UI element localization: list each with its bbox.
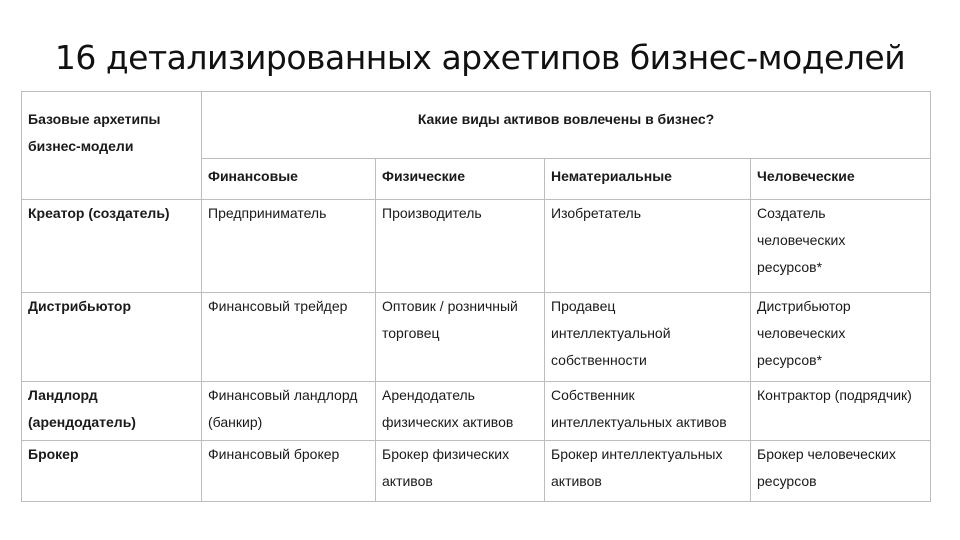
- table-cell: [202, 382, 376, 441]
- cell-line: Контрактор (подрядчик): [757, 387, 912, 403]
- cell-line: Собственник: [551, 387, 635, 403]
- cell-line: (банкир): [208, 414, 263, 430]
- table-cell: [545, 293, 751, 382]
- cell-line: интеллектуальной: [551, 325, 671, 341]
- archetype-line: Дистрибьютор: [28, 298, 132, 314]
- row-archetype: [22, 382, 202, 441]
- archetype-line: (арендодатель): [28, 414, 136, 430]
- archetype-line: Брокер: [28, 446, 79, 462]
- header-base-line: Базовые архетипы: [28, 111, 161, 127]
- cell-line: Создатель: [757, 205, 826, 221]
- table-cell: [376, 441, 545, 502]
- table-cell: [545, 200, 751, 293]
- cell-line: Финансовый трейдер: [208, 298, 348, 314]
- table-cell: [202, 441, 376, 502]
- cell-line: Брокер человеческих: [757, 446, 896, 462]
- cell-line: человеческих: [757, 232, 846, 248]
- table-cell: [376, 200, 545, 293]
- archetype-line: Ландлорд: [28, 387, 98, 403]
- cell-line: Финансовый ландлорд: [208, 387, 358, 403]
- table-cell: [751, 382, 931, 441]
- cell-line: торговец: [382, 325, 440, 341]
- table-row: [22, 293, 931, 382]
- table-cell: [545, 441, 751, 502]
- row-archetype: [22, 200, 202, 293]
- header-row: [22, 92, 931, 159]
- cell-line: Предприниматель: [208, 205, 327, 221]
- cell-line: Финансовый брокер: [208, 446, 340, 462]
- cell-line: Дистрибьютор: [757, 298, 851, 314]
- header-base-line: бизнес-модели: [28, 138, 134, 154]
- table-cell: [751, 200, 931, 293]
- cell-line: человеческих: [757, 325, 846, 341]
- column-header-physical: Физические: [376, 159, 545, 200]
- cell-line: ресурсов*: [757, 259, 823, 275]
- cell-line: ресурсов: [757, 473, 817, 489]
- cell-line: Арендодатель: [382, 387, 475, 403]
- table-cell: [751, 293, 931, 382]
- page-title: 16 детализированных архетипов бизнес-моделей: [54, 38, 906, 77]
- column-header-intangible: Нематериальные: [545, 159, 751, 200]
- cell-line: Производитель: [382, 205, 482, 221]
- archetype-line: Креатор (создатель): [28, 205, 170, 221]
- cell-line: Изобретатель: [551, 205, 642, 221]
- header-question: Какие виды активов вовлечены в бизнес?: [202, 92, 931, 159]
- archetypes-table: [21, 91, 931, 502]
- cell-line: Брокер интеллектуальных: [551, 446, 723, 462]
- table-row: [22, 441, 931, 502]
- cell-line: активов: [382, 473, 433, 489]
- cell-line: ресурсов*: [757, 352, 823, 368]
- cell-line: Продавец: [551, 298, 616, 314]
- table-cell: [376, 382, 545, 441]
- cell-line: активов: [551, 473, 602, 489]
- cell-line: собственности: [551, 352, 647, 368]
- cell-line: Оптовик / розничный: [382, 298, 518, 314]
- row-archetype: [22, 441, 202, 502]
- table-cell: [202, 293, 376, 382]
- cell-line: интеллектуальных активов: [551, 414, 727, 430]
- cell-line: Брокер физических: [382, 446, 510, 462]
- header-base-archetypes: [22, 92, 202, 200]
- row-archetype: [22, 293, 202, 382]
- column-header-financial: Финансовые: [202, 159, 376, 200]
- column-header-human: Человеческие: [751, 159, 931, 200]
- table-cell: [376, 293, 545, 382]
- table-cell: [751, 441, 931, 502]
- cell-line: физических активов: [382, 414, 514, 430]
- table-cell: [202, 200, 376, 293]
- table-cell: [545, 382, 751, 441]
- table-row: [22, 200, 931, 293]
- table-row: [22, 382, 931, 441]
